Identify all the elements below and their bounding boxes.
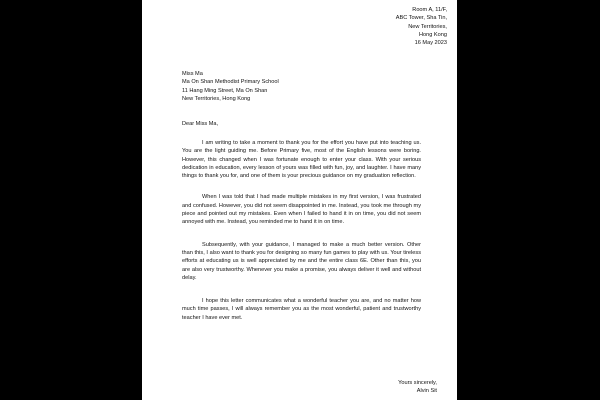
recipient-address-line: Ma On Shan Methodist Primary School [182,79,279,86]
body-paragraph: Subsequently, with your guidance, I managed to make a much better version. Other than this, I also want to thank you for designing so many fun games to play with us. Your tireless efforts at educating us is well appreciated by me and the entire class 6E. Other than this, you are also very trustworthy. Whenever you make a promise, you always deliver it well and without delay. [182,241,421,281]
sender-address-line: Room A, 11/F, [412,7,447,13]
sender-address-line: ABC Tower, Sha Tin, [395,15,447,22]
letter-closing [398,379,437,396]
letter-date: 16 May 2023 [414,40,447,47]
sender-address [396,6,447,47]
salutation: Dear Miss Ma, [182,121,219,127]
letter-page [142,0,457,400]
body-paragraph: When I was told that I had made multiple mistakes in my first version, I was frustrated and confused. However, you did not seem disappointed in me. Instead, you took me through my piece and pointed out my mistakes. Even when I failed to hand it in on time, you did not seem annoyed with me. Instead, you reminded me to hand it in on time. [182,194,421,226]
closing-phrase: Yours sincerely, [398,380,437,386]
signature-name: Alvin Sit [416,388,437,395]
sender-address-line: New Territories, [408,23,447,30]
sender-address-line: Hong Kong [419,31,447,38]
letter-body [182,139,421,329]
body-paragraph: I am writing to take a moment to thank you for the effort you have put into teaching us. You are the light guiding me. Before Primary five, most of the English lessons were boring. However, this changed when I was fortunate enough to enter your class. With your serious dedication in education, every lesson of yours was filled with fun, joy, and laughter. I have many things to thank you for, and one of them is your precious guidance on my graduation reflection. [182,140,421,180]
body-paragraph: I hope this letter communicates what a wonderful teacher you are, and no matter how much time passes, I will always remember you as the most wonderful, patient and trustworthy teacher I have ever met. [182,298,421,321]
recipient-address-line: New Territories, Hong Kong [182,95,251,102]
recipient-address [182,70,279,103]
recipient-address-line: 11 Hang Ming Street, Ma On Shan [182,87,268,94]
recipient-name: Miss Ma [182,71,203,77]
